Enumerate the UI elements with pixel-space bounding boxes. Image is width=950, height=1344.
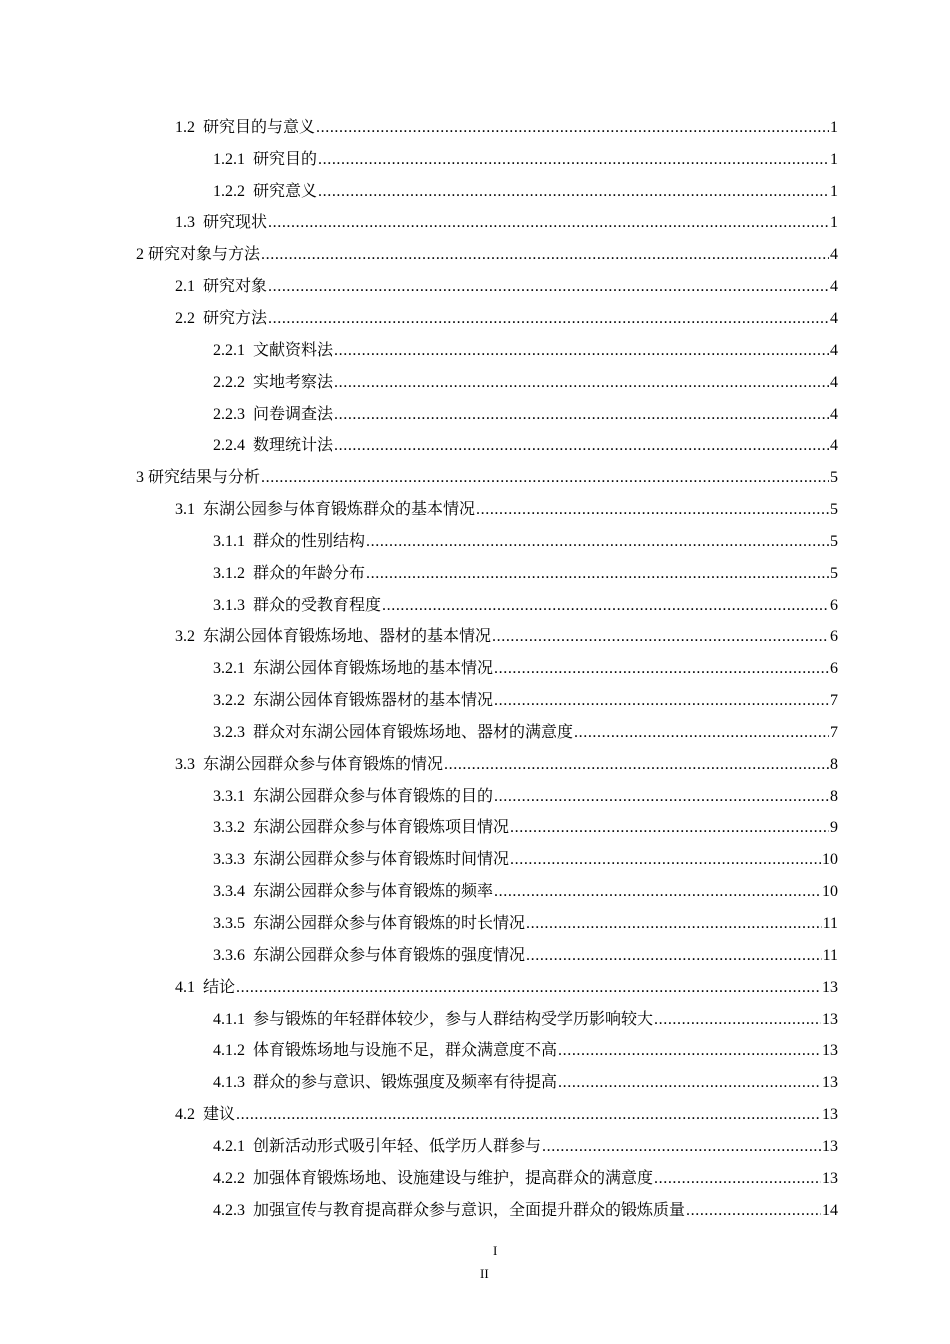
toc-entry-title: 实地考察法 xyxy=(253,373,334,391)
toc-entry[interactable] xyxy=(0,335,950,367)
toc-entry-page: 9 xyxy=(830,819,838,837)
dot-leader xyxy=(261,469,829,487)
toc-entry[interactable] xyxy=(0,176,950,208)
toc-entry-title: 研究目的与意义 xyxy=(203,118,316,136)
toc-entry[interactable] xyxy=(0,781,950,813)
toc-entry-number: 3 xyxy=(136,469,144,487)
dot-leader xyxy=(444,756,829,774)
toc-entry-number: 4.2.3 xyxy=(213,1201,245,1219)
toc-entry-number: 3.3.5 xyxy=(213,915,245,933)
toc-entry-number: 2.2.4 xyxy=(213,437,245,455)
toc-entry-number: 2.1 xyxy=(175,278,195,296)
toc-entry[interactable] xyxy=(0,399,950,431)
toc-entry[interactable] xyxy=(0,494,950,526)
toc-entry-title: 研究结果与分析 xyxy=(148,469,261,487)
toc-entry-page: 4 xyxy=(830,278,838,296)
toc-entry[interactable] xyxy=(0,653,950,685)
toc-entry-page: 5 xyxy=(830,532,838,550)
dot-leader xyxy=(268,214,829,232)
toc-entry-page: 5 xyxy=(830,501,838,519)
toc-entry-number: 1.2.1 xyxy=(213,150,245,168)
toc-entry-title: 研究现状 xyxy=(203,214,268,232)
toc-entry-page: 4 xyxy=(830,341,838,359)
dot-leader xyxy=(558,1042,821,1060)
dot-leader xyxy=(268,278,829,296)
toc-entry-number: 2 xyxy=(136,246,144,264)
toc-entry[interactable] xyxy=(0,972,950,1004)
dot-leader xyxy=(334,374,829,392)
dot-leader xyxy=(494,660,829,678)
toc-entry-title: 东湖公园群众参与体育锻炼的时长情况 xyxy=(253,915,526,933)
toc-entry-page: 6 xyxy=(830,596,838,614)
toc-entry[interactable] xyxy=(0,1131,950,1163)
toc-entry[interactable] xyxy=(0,112,950,144)
toc-entry-page: 13 xyxy=(822,1074,838,1092)
toc-entry-page: 13 xyxy=(822,1010,838,1028)
toc-entry[interactable] xyxy=(0,876,950,908)
toc-entry-page: 13 xyxy=(822,1106,838,1124)
toc-entry-page: 4 xyxy=(830,309,838,327)
toc-entry-page: 11 xyxy=(822,915,838,933)
toc-entry-number: 3.1.1 xyxy=(213,532,245,550)
toc-entry[interactable] xyxy=(0,1004,950,1036)
dot-leader xyxy=(526,915,822,933)
dot-leader xyxy=(492,628,829,646)
dot-leader xyxy=(476,501,829,519)
toc-entry-number: 1.2.2 xyxy=(213,182,245,200)
toc-entry-number: 2.2 xyxy=(175,309,195,327)
toc-entry-number: 3.3.2 xyxy=(213,819,245,837)
toc-entry-number: 3.1 xyxy=(175,501,195,519)
toc-entry-page: 1 xyxy=(830,182,838,200)
toc-entry[interactable] xyxy=(0,144,950,176)
toc-entry[interactable] xyxy=(0,1099,950,1131)
toc-entry-number: 3.2.1 xyxy=(213,660,245,678)
toc-entry-page: 7 xyxy=(830,692,838,710)
toc-entry-page: 1 xyxy=(830,118,838,136)
dot-leader xyxy=(574,724,829,742)
toc-entry-page: 10 xyxy=(822,851,838,869)
dot-leader xyxy=(494,692,829,710)
toc-entry-number: 4.2.1 xyxy=(213,1137,245,1155)
toc-entry-title: 群众对东湖公园体育锻炼场地、器材的满意度 xyxy=(253,723,574,741)
toc-entry-number: 3.3.3 xyxy=(213,851,245,869)
toc-entry-title: 参与锻炼的年轻群体较少，参与人群结构受学历影响较大 xyxy=(253,1010,654,1028)
toc-entry-title: 群众的性别结构 xyxy=(253,532,366,550)
dot-leader xyxy=(510,851,821,869)
toc-entry-number: 2.2.2 xyxy=(213,373,245,391)
toc-entry-number: 4.2.2 xyxy=(213,1169,245,1187)
toc-entry-number: 3.1.3 xyxy=(213,596,245,614)
toc-entry-title: 群众的年龄分布 xyxy=(253,564,366,582)
toc-entry[interactable] xyxy=(0,526,950,558)
toc-entry[interactable] xyxy=(0,1163,950,1195)
toc-entry[interactable] xyxy=(0,749,950,781)
toc-entry-number: 3.3.6 xyxy=(213,946,245,964)
dot-leader xyxy=(318,151,829,169)
dot-leader xyxy=(494,788,829,806)
dot-leader xyxy=(494,883,821,901)
toc-entry-number: 1.3 xyxy=(175,214,195,232)
dot-leader xyxy=(366,565,829,583)
toc-entry-title: 研究方法 xyxy=(203,309,268,327)
toc-entry-number: 3.3 xyxy=(175,755,195,773)
toc-entry-page: 1 xyxy=(830,214,838,232)
toc-entry-page: 5 xyxy=(830,564,838,582)
toc-entry-title: 东湖公园体育锻炼器材的基本情况 xyxy=(253,692,494,710)
toc-entry-page: 4 xyxy=(830,246,838,264)
toc-entry-title: 群众的参与意识、锻炼强度及频率有待提高 xyxy=(253,1074,558,1092)
toc-entry[interactable] xyxy=(0,1035,950,1067)
toc-entry-title: 东湖公园群众参与体育锻炼时间情况 xyxy=(253,851,510,869)
toc-entry-title: 东湖公园群众参与体育锻炼的频率 xyxy=(253,883,494,901)
toc-entry-title: 研究意义 xyxy=(253,182,318,200)
toc-entry-title: 问卷调查法 xyxy=(253,405,334,423)
page-number: I xyxy=(493,1243,498,1258)
dot-leader xyxy=(510,819,829,837)
toc-entry-page: 5 xyxy=(830,469,838,487)
toc-entry-number: 4.1.2 xyxy=(213,1042,245,1060)
toc-entry-title: 建议 xyxy=(203,1106,236,1124)
toc-entry-title: 创新活动形式吸引年轻、低学历人群参与 xyxy=(253,1137,542,1155)
toc-entry[interactable] xyxy=(0,1195,950,1227)
toc-entry-page: 13 xyxy=(822,1137,838,1155)
toc-entry-page: 1 xyxy=(830,150,838,168)
dot-leader xyxy=(316,119,829,137)
toc-entry-page: 6 xyxy=(830,660,838,678)
toc-entry-page: 11 xyxy=(822,946,838,964)
toc-entry-title: 研究目的 xyxy=(253,150,318,168)
toc-entry-title: 东湖公园体育锻炼场地的基本情况 xyxy=(253,660,494,678)
toc-entry[interactable] xyxy=(0,685,950,717)
toc-entry[interactable] xyxy=(0,208,950,240)
toc-entry-title: 东湖公园参与体育锻炼群众的基本情况 xyxy=(203,501,476,519)
toc-entry-number: 4.1 xyxy=(175,978,195,996)
dot-leader xyxy=(318,183,829,201)
dot-leader xyxy=(654,1170,821,1188)
toc-entry[interactable] xyxy=(0,813,950,845)
toc-entry-title: 东湖公园体育锻炼场地、器材的基本情况 xyxy=(203,628,492,646)
dot-leader xyxy=(654,1011,821,1029)
toc-entry-title: 体育锻炼场地与设施不足，群众满意度不高 xyxy=(253,1042,558,1060)
dot-leader xyxy=(261,246,829,264)
dot-leader xyxy=(382,597,829,615)
dot-leader xyxy=(236,979,821,997)
toc-entry-title: 文献资料法 xyxy=(253,341,334,359)
toc-entry-number: 3.2.2 xyxy=(213,692,245,710)
toc-entry-page: 6 xyxy=(830,628,838,646)
toc-entry-title: 群众的受教育程度 xyxy=(253,596,382,614)
dot-leader xyxy=(526,947,822,965)
dot-leader xyxy=(334,406,829,424)
toc-entry[interactable] xyxy=(0,908,950,940)
toc-entry-page: 13 xyxy=(822,978,838,996)
toc-entry-page: 4 xyxy=(830,437,838,455)
toc-entry-number: 3.2 xyxy=(175,628,195,646)
toc-entry-page: 14 xyxy=(822,1201,838,1219)
toc-entry[interactable] xyxy=(0,430,950,462)
toc-entry[interactable] xyxy=(0,590,950,622)
toc-entry-title: 研究对象与方法 xyxy=(148,246,261,264)
dot-leader xyxy=(558,1074,821,1092)
toc-entry[interactable] xyxy=(0,558,950,590)
toc-entry-page: 4 xyxy=(830,373,838,391)
toc-entry-page: 13 xyxy=(822,1169,838,1187)
toc-entry-page: 4 xyxy=(830,405,838,423)
toc-entry-title: 研究对象 xyxy=(203,278,268,296)
dot-leader xyxy=(268,310,829,328)
toc-entry-number: 1.2 xyxy=(175,118,195,136)
toc-entry[interactable] xyxy=(0,367,950,399)
toc-entry[interactable] xyxy=(0,717,950,749)
toc-entry-page: 13 xyxy=(822,1042,838,1060)
toc-entry-title: 数理统计法 xyxy=(253,437,334,455)
toc-entry-number: 3.2.3 xyxy=(213,723,245,741)
toc-entry-number: 2.2.3 xyxy=(213,405,245,423)
toc-entry[interactable] xyxy=(0,239,950,271)
toc-entry-page: 7 xyxy=(830,723,838,741)
toc-entry-title: 东湖公园群众参与体育锻炼项目情况 xyxy=(253,819,510,837)
page-number: II xyxy=(480,1266,489,1281)
toc-entry-title: 加强宣传与教育提高群众参与意识，全面提升群众的锻炼质量 xyxy=(253,1201,686,1219)
toc-entry[interactable] xyxy=(0,271,950,303)
toc-entry[interactable] xyxy=(0,622,950,654)
toc-entry[interactable] xyxy=(0,303,950,335)
toc-entry-number: 3.1.2 xyxy=(213,564,245,582)
toc-entry-page: 8 xyxy=(830,755,838,773)
table-of-contents xyxy=(0,112,950,1227)
toc-entry-title: 加强体育锻炼场地、设施建设与维护，提高群众的满意度 xyxy=(253,1169,654,1187)
dot-leader xyxy=(542,1138,821,1156)
toc-entry-number: 2.2.1 xyxy=(213,341,245,359)
toc-entry-title: 结论 xyxy=(203,978,236,996)
toc-entry[interactable] xyxy=(0,844,950,876)
toc-entry-title: 东湖公园群众参与体育锻炼的强度情况 xyxy=(253,946,526,964)
dot-leader xyxy=(236,1106,821,1124)
toc-entry-title: 东湖公园群众参与体育锻炼的情况 xyxy=(203,755,444,773)
toc-entry-title: 东湖公园群众参与体育锻炼的目的 xyxy=(253,787,494,805)
toc-entry-number: 3.3.1 xyxy=(213,787,245,805)
dot-leader xyxy=(334,342,829,360)
toc-entry-page: 10 xyxy=(822,883,838,901)
dot-leader xyxy=(366,533,829,551)
toc-entry[interactable] xyxy=(0,940,950,972)
toc-entry-number: 4.1.1 xyxy=(213,1010,245,1028)
dot-leader xyxy=(686,1202,821,1220)
toc-entry-number: 3.3.4 xyxy=(213,883,245,901)
toc-entry[interactable] xyxy=(0,1067,950,1099)
toc-entry-number: 4.2 xyxy=(175,1106,195,1124)
dot-leader xyxy=(334,437,829,455)
toc-entry-page: 8 xyxy=(830,787,838,805)
toc-entry[interactable] xyxy=(0,462,950,494)
toc-entry-number: 4.1.3 xyxy=(213,1074,245,1092)
